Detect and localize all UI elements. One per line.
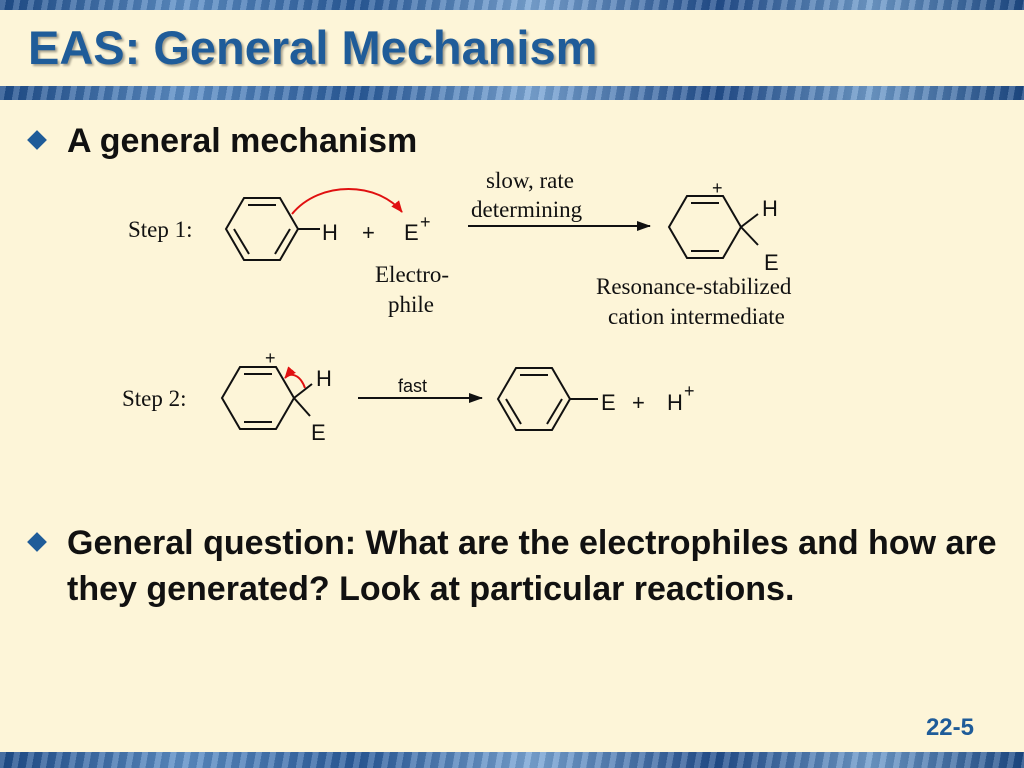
step2-h: H — [316, 366, 332, 391]
arrow2-label: fast — [398, 376, 428, 396]
arenium-h-bond — [741, 214, 758, 227]
bullet-text: A general mechanism — [67, 122, 418, 160]
electrophile-charge: + — [420, 212, 431, 232]
arrow1-label-2: determining — [471, 197, 583, 222]
step2-h-bond — [294, 384, 312, 398]
arenium-e-bond — [741, 227, 758, 245]
benzene-ring-product — [498, 368, 570, 430]
product-e: E — [601, 390, 616, 415]
bullet-text: General question: What are the electrophiles and how are they generated? Look at particular reactions. — [67, 524, 997, 608]
step1-label: Step 1: — [128, 217, 193, 242]
step2-plus: + — [632, 390, 645, 415]
arenium-ring-step2 — [222, 367, 294, 429]
step2-e: E — [311, 420, 326, 445]
step2-charge: + — [265, 348, 276, 368]
arrow1-label-1: slow, rate — [486, 168, 574, 193]
slide-title: EAS: General Mechanism — [28, 21, 598, 74]
step1-plus: + — [362, 220, 375, 245]
arenium-h: H — [762, 196, 778, 221]
step1-h: H — [322, 220, 338, 245]
step2-e-bond — [294, 398, 310, 416]
page-number: 22-5 — [925, 714, 974, 741]
electrophile-caption-2: phile — [388, 292, 434, 317]
proton-h: H — [667, 390, 683, 415]
benzene-ring-step1 — [226, 198, 298, 260]
step2-label: Step 2: — [122, 386, 187, 411]
arenium-charge: + — [712, 178, 723, 198]
bullet-general-question — [30, 520, 1010, 612]
proton-charge: + — [684, 381, 695, 401]
arenium-e: E — [764, 250, 779, 275]
curved-arrow-icon — [292, 189, 402, 214]
intermediate-caption-1: Resonance-stabilized — [596, 274, 792, 299]
electrophile-caption-1: Electro- — [375, 262, 450, 287]
electrophile-e: E — [404, 220, 419, 245]
intermediate-caption-2: cation intermediate — [608, 304, 785, 329]
bottom-decorative-band — [0, 752, 1024, 768]
arenium-ring-step1 — [669, 196, 741, 258]
